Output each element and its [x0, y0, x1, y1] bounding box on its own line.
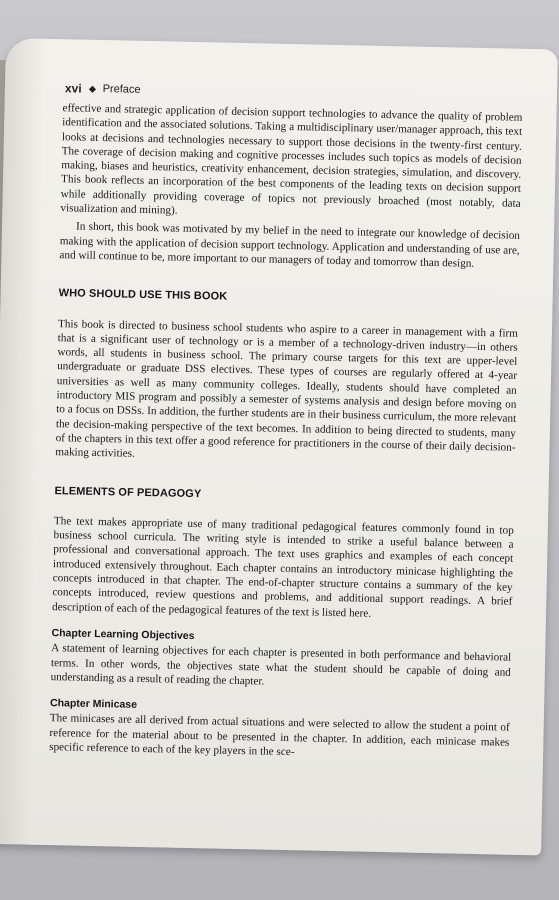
- book-page: [0, 38, 558, 855]
- subheading-minicase: Chapter Minicase: [49, 697, 138, 711]
- diamond-bullet-icon: [89, 85, 96, 92]
- who-should-use-paragraph: This book is directed to business school students who aspire to a career in management with a firm that is a significant user of technology or is a member of a technology-driven industry—in others words, all students in business school. The primary course targets for this text are upper-level undergraduate or graduate DSS electives. These types of courses are regularly offered at 4-year universities as well as many community colleges. Ideally, students should have completed an introductory MIS program and possibly a semester of systems analysis and design before moving on to a focus on DSSs. In addition, the further students are in their business curriculum, the more relevant the decision-making perspective of the text becomes. In addition to being directed to students, many of the chapters in this text offer a good reference for practitioners in the course of their daily decision-making activities.: [55, 317, 519, 461]
- subheading-learning-objectives: Chapter Learning Objectives: [51, 626, 195, 642]
- page-number: xvi: [64, 81, 82, 96]
- minicase-paragraph: The minicases are all derived from actual situations and were selected to allow the student a point of reference for the material about to be presented in the chapter. In addition, each minicase makes specific reference to each of the key players in the sce-: [49, 712, 510, 759]
- intro-paragraph-2: In short, this book was motivated by my belief in the need to integrate our knowledge of decision making with the application of decision support technology. Application and understanding of use are, and will continue to be, more important to our managers of today and tomorrow than design.: [59, 220, 521, 270]
- running-head-title: Preface: [102, 83, 141, 96]
- running-head: [65, 81, 141, 97]
- section-heading-pedagogy: ELEMENTS OF PEDAGOGY: [54, 484, 202, 500]
- learning-objectives-paragraph: A statement of learning objectives for each chapter is presented in both performance and behavioral terms. In other words, the objectives state what the student should be capable of doing and understanding as a result of reading the chapter.: [50, 642, 512, 688]
- intro-paragraph-1: effective and strategic application of decision support technologies to advance the quality of problem identification and the associated solutions. Taking a multidisciplinary user/manager approach, this text looks at decisions and technologies necessary to support those decisions in the twenty-first century. The coverage of decision making and cognitive processes includes such topics as models of decision making, biases and heuristics, creativity enhancement, decision strategies, simulation, and discovery. This book reflects an incorporation of the best components of the leading texts on decision support while additionally providing coverage of topics not previously broached (most notably, data visualization and mining).: [60, 102, 523, 217]
- page-content: [49, 101, 523, 764]
- pedagogy-paragraph: The text makes appropriate use of many traditional pedagogical features commonly found in top business school curricula. The writing style is intended to strike a useful balance between a professional and conversational approach. The text uses graphics and examples of each concept introduced extensively throughout. Each chapter contains an introductory minicase highlighting the concepts introduced in that chapter. The end-of-chapter structure contains a summary of the key concepts introduced, review questions and problems, and additional support readings. A brief description of each of the pedagogical features of the text is listed here.: [51, 514, 514, 620]
- section-heading-who-should-use: WHO SHOULD USE THIS BOOK: [58, 287, 228, 303]
